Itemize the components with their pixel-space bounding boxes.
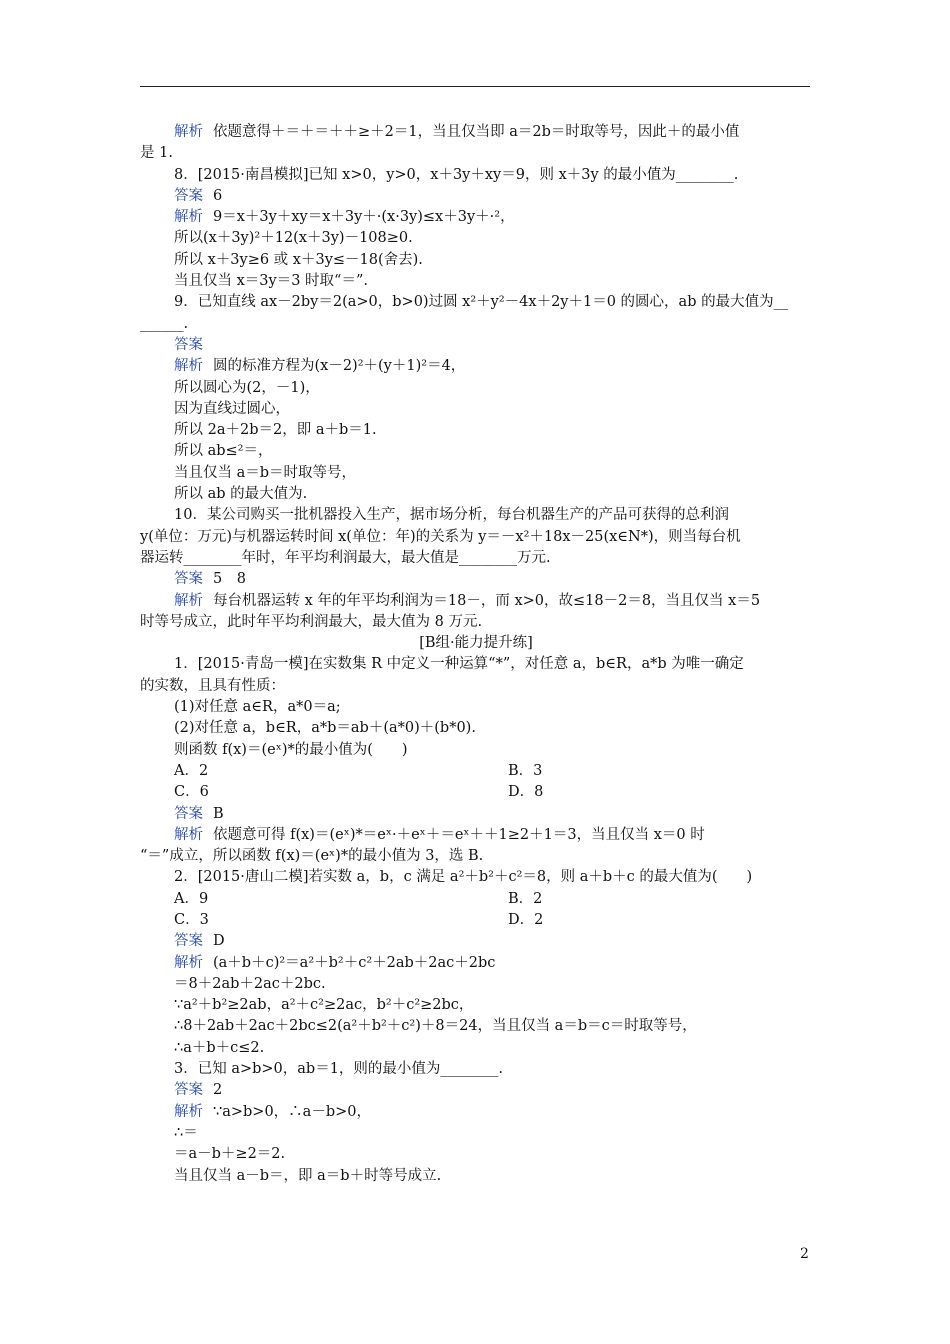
label-tag: 解析: [174, 592, 203, 609]
line-text: 8．[2015·南昌模拟]已知 x>0，y>0，x＋3y＋xy＝9，则 x＋3y 的最小值为________.: [174, 166, 739, 183]
line-text: 2．[2015·唐山二模]若实数 a，b，c 满足 a²＋b²＋c²＝8，则 a＋b＋c 的最大值为( ): [174, 869, 753, 886]
text-line: [140, 974, 812, 995]
line-text: 依题意可得 f(x)＝(eˣ)*＝eˣ·＋eˣ＋＝eˣ＋＋1≥2＋1＝3，当且仅当 x＝0 时: [213, 826, 705, 843]
text-line: [140, 292, 812, 313]
choice-option: D．8: [508, 784, 544, 801]
text-line: [140, 846, 812, 867]
line-text: ∵a²＋b²≥2ab，a²＋c²≥2ac，b²＋c²≥2bc，: [174, 997, 474, 1014]
text-line: [140, 1123, 812, 1144]
line-text: ∴a＋b＋c≤2.: [174, 1039, 265, 1056]
line-text: 器运转________年时，年平均利润最大，最大值是________万元.: [140, 549, 551, 566]
choice-row: [140, 889, 812, 910]
line-text: 所以 x＋3y≥6 或 x＋3y≤－18(舍去).: [174, 251, 423, 268]
choice-option: A．2: [174, 762, 209, 779]
choice-option: B．2: [508, 890, 543, 907]
section-heading: [140, 633, 812, 654]
text-line: [140, 228, 812, 249]
line-text: 当且仅当 x＝3y＝3 时取“＝”.: [174, 273, 368, 290]
line-text: “＝”成立，所以函数 f(x)＝(eˣ)*的最小值为 3，选 B.: [140, 848, 484, 865]
page-number: 2: [800, 1246, 809, 1262]
choice-option: A．9: [174, 890, 209, 907]
line-text: y(单位：万元)与机器运转时间 x(单位：年)的关系为 y＝－x²＋18x－25(x∈N*)，则当每台机: [140, 528, 741, 545]
choice-row: [140, 782, 812, 803]
label-tag: 答案: [174, 571, 203, 588]
line-text: (2)对任意 a，b∈R，a*b＝ab＋(a*0)＋(b*0).: [174, 720, 476, 737]
text-line: [140, 1016, 812, 1037]
text-line: [140, 995, 812, 1016]
line-text: D: [213, 933, 225, 950]
choice-option: C．6: [174, 784, 209, 801]
line-text: ∴＝: [174, 1124, 198, 1141]
line-text: 5 8: [213, 571, 246, 588]
text-line: [140, 314, 812, 335]
text-line: [140, 441, 812, 462]
line-text: ∵a>b>0，∴a－b>0，: [213, 1103, 371, 1120]
text-line: [140, 569, 812, 590]
line-text: 9．已知直线 ax－2by＝2(a>0，b>0)过圆 x²＋y²－4x＋2y＋1＝0 的圆心，ab 的最大值为__: [174, 294, 789, 311]
document-body: [140, 122, 812, 1187]
line-text: 10．某公司购买一批机器投入生产，据市场分析，每台机器生产的产品可获得的总利润: [174, 507, 729, 524]
line-text: (a＋b＋c)²＝a²＋b²＋c²＋2ab＋2ac＋2bc: [213, 954, 496, 971]
text-line: [140, 548, 812, 569]
line-text: 3．已知 a>b>0，ab＝1，则的最小值为________.: [174, 1061, 504, 1078]
text-line: [140, 186, 812, 207]
line-text: 所以 2a＋2b＝2，即 a＋b＝1.: [174, 422, 377, 439]
line-text: ∴8＋2ab＋2ac＋2bc≤2(a²＋b²＋c²)＋8＝24，当且仅当 a＝b＝c＝时取等号，: [174, 1018, 697, 1035]
text-line: [140, 1080, 812, 1101]
line-text: 当且仅当 a＝b＝时取等号，: [174, 464, 357, 481]
line-text: ＝8＋2ab＋2ac＋2bc.: [174, 975, 326, 992]
choice-option: D．2: [508, 911, 544, 928]
line-text: ______.: [140, 315, 189, 332]
text-line: [140, 931, 812, 952]
line-text: 每台机器运转 x 年的年平均利润为＝18－，而 x>0，故≤18－2＝8，当且仅当 x＝5: [213, 592, 761, 609]
line-text: 所以 ab 的最大值为.: [174, 486, 308, 503]
label-tag: 答案: [174, 336, 203, 353]
line-text: 所以(x＋3y)²＋12(x＋3y)－108≥0.: [174, 230, 413, 247]
label-tag: 解析: [174, 1103, 203, 1120]
line-text: 6: [213, 187, 223, 204]
text-line: [140, 676, 812, 697]
label-tag: 解析: [174, 954, 203, 971]
line-text: [B组·能力提升练]: [419, 635, 533, 652]
line-text: 所以 ab≤²＝，: [174, 443, 273, 460]
line-text: B: [213, 805, 224, 822]
label-tag: 解析: [174, 826, 203, 843]
label-tag: 答案: [174, 1082, 203, 1099]
choice-row: [140, 910, 812, 931]
text-line: [140, 697, 812, 718]
label-tag: 答案: [174, 187, 203, 204]
line-text: (1)对任意 a∈R，a*0＝a;: [174, 699, 341, 716]
line-text: 则函数 f(x)＝(eˣ)*的最小值为( ): [174, 741, 408, 758]
line-text: 9＝x＋3y＋xy＝x＋3y＋·(x·3y)≤x＋3y＋·²，: [213, 209, 515, 226]
text-line: [140, 527, 812, 548]
label-tag: 答案: [174, 805, 203, 822]
text-line: [140, 420, 812, 441]
text-line: [140, 463, 812, 484]
label-tag: 解析: [174, 209, 203, 226]
text-line: [140, 867, 812, 888]
line-text: 依题意得＋＝＋＝＋＋≥＋2＝1，当且仅当即 a＝2b＝时取等号，因此＋的最小值: [213, 124, 740, 140]
text-line: [140, 612, 812, 633]
text-line: [140, 484, 812, 505]
line-text: 当且仅当 a－b＝，即 a＝b＋时等号成立.: [174, 1167, 442, 1184]
line-text: 时等号成立，此时年平均利润最大，最大值为 8 万元.: [140, 613, 483, 630]
text-line: [140, 718, 812, 739]
choice-row: [140, 761, 812, 782]
label-tag: 解析: [174, 124, 203, 140]
label-tag: 答案: [174, 933, 203, 950]
text-line: [140, 207, 812, 228]
line-text: 1．[2015·青岛一模]在实数集 R 中定义一种运算“*”，对任意 a，b∈R，a*b 为唯一确定: [174, 656, 744, 673]
text-line: [140, 1038, 812, 1059]
choice-option: C．3: [174, 911, 209, 928]
choice-option: B．3: [508, 762, 543, 779]
line-text: 所以圆心为(2，－1)，: [174, 379, 320, 396]
text-line: [140, 591, 812, 612]
text-line: [140, 122, 812, 143]
text-line: [140, 804, 812, 825]
text-line: [140, 1166, 812, 1187]
text-line: [140, 399, 812, 420]
text-line: [140, 143, 812, 164]
text-line: [140, 356, 812, 377]
line-text: 圆的标准方程为(x－2)²＋(y＋1)²＝4，: [213, 358, 466, 375]
text-line: [140, 1059, 812, 1080]
text-line: [140, 740, 812, 761]
text-line: [140, 505, 812, 526]
text-line: [140, 654, 812, 675]
text-line: [140, 953, 812, 974]
text-line: [140, 335, 812, 356]
text-line: [140, 271, 812, 292]
label-tag: 解析: [174, 358, 203, 375]
line-text: 的实数，且具有性质：: [140, 677, 285, 694]
text-line: [140, 825, 812, 846]
text-line: [140, 1102, 812, 1123]
line-text: 因为直线过圆心，: [174, 400, 290, 417]
line-text: 2: [213, 1082, 223, 1099]
line-text: ＝a－b＋≥2＝2.: [174, 1146, 286, 1163]
header-rule: [140, 86, 810, 87]
text-line: [140, 165, 812, 186]
line-text: 是 1.: [140, 145, 173, 162]
text-line: [140, 1144, 812, 1165]
text-line: [140, 378, 812, 399]
text-line: [140, 250, 812, 271]
